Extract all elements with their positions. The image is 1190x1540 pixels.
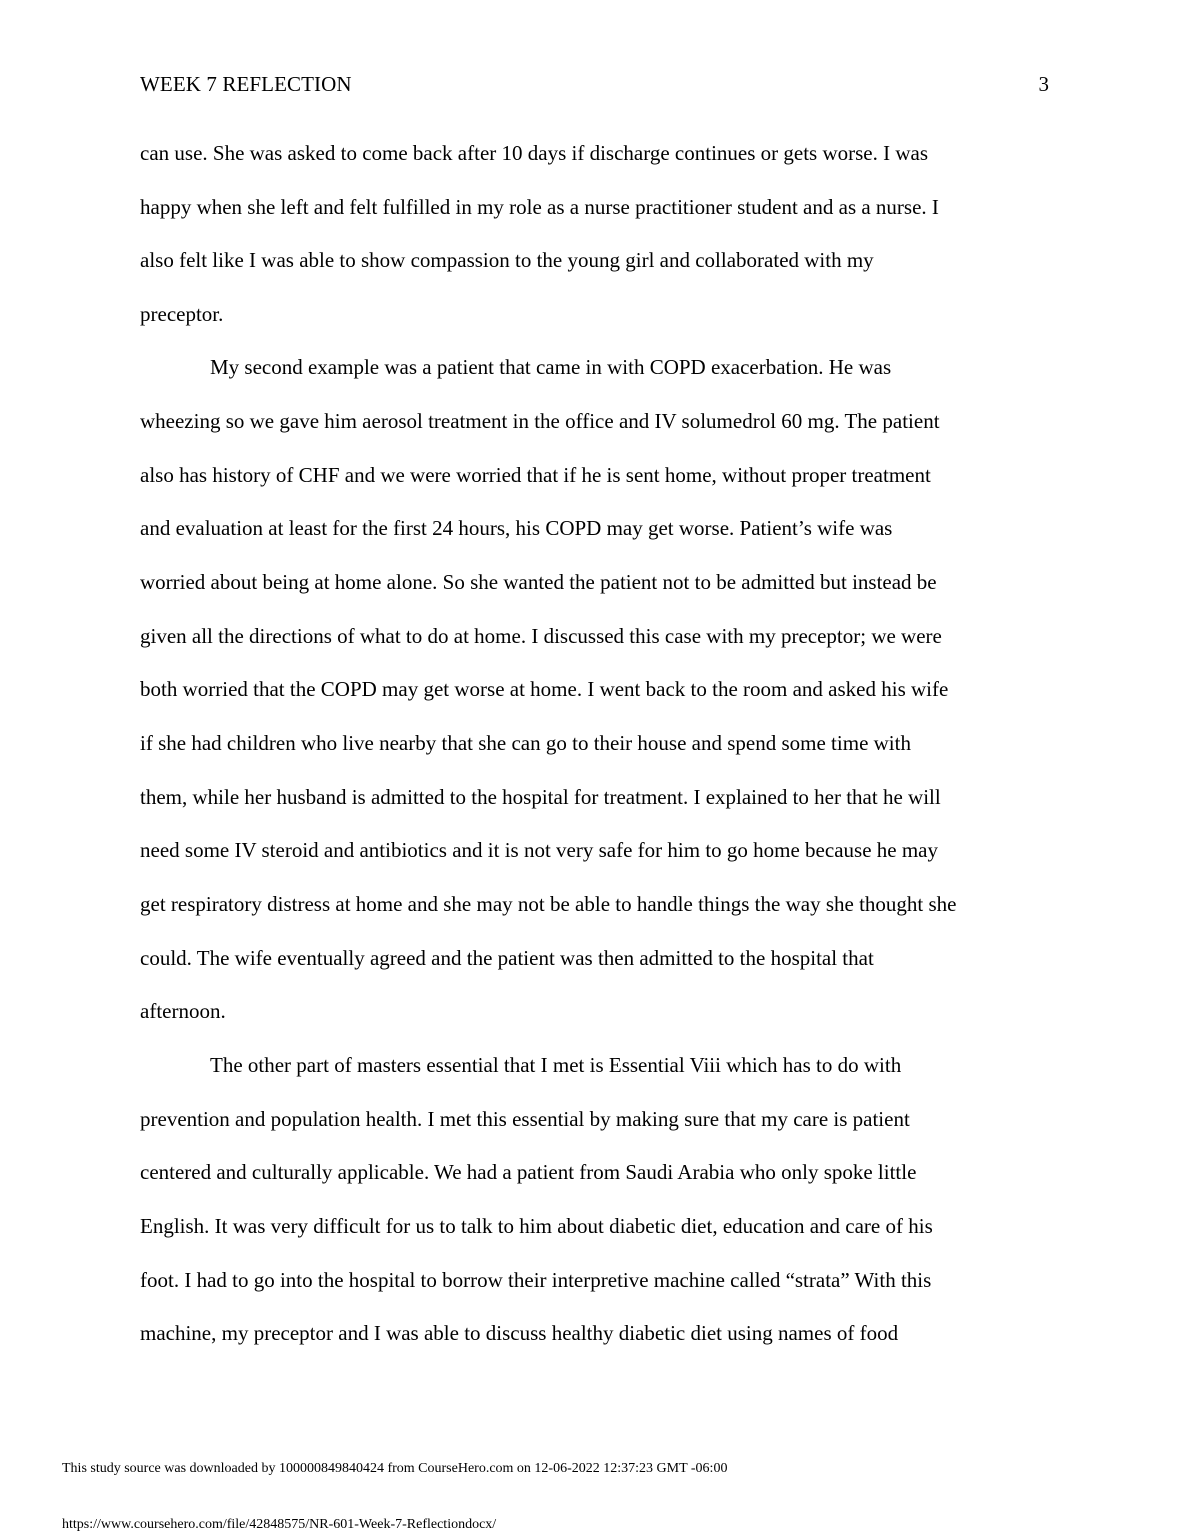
header-title: WEEK 7 REFLECTION [140, 72, 352, 96]
body-line: both worried that the COPD may get worse at home. I went back to the room and asked his wife [140, 677, 949, 701]
body-line: preceptor. [140, 302, 224, 326]
download-notice: This study source was downloaded by 100000849840424 from CourseHero.com on 12-06-2022 12:37:23 GMT -06:00 [62, 1461, 728, 1476]
body-line: also felt like I was able to show compassion to the young girl and collaborated with my [140, 248, 874, 272]
body-line: if she had children who live nearby that she can go to their house and spend some time with [140, 731, 911, 755]
paragraph-first-line: The other part of masters essential that I met is Essential Viii which has to do with [210, 1053, 902, 1077]
source-url[interactable]: https://www.coursehero.com/file/42848575/NR-601-Week-7-Reflectiondocx/ [62, 1517, 497, 1532]
body-line: worried about being at home alone. So she wanted the patient not to be admitted but instead be [140, 570, 937, 594]
paragraph-first-line: My second example was a patient that came in with COPD exacerbation. He was [210, 355, 892, 379]
body-line: and evaluation at least for the first 24 hours, his COPD may get worse. Patient’s wife was [140, 516, 893, 540]
body-line: prevention and population health. I met this essential by making sure that my care is patient [140, 1107, 910, 1131]
body-line: happy when she left and felt fulfilled in my role as a nurse practitioner student and as a nurse. I [140, 195, 939, 219]
body-line: English. It was very difficult for us to talk to him about diabetic diet, education and care of his [140, 1214, 933, 1238]
body-line: them, while her husband is admitted to the hospital for treatment. I explained to her that he will [140, 785, 941, 809]
body-line: machine, my preceptor and I was able to discuss healthy diabetic diet using names of food [140, 1321, 899, 1345]
page-number: 3 [1038, 72, 1049, 96]
body-line: given all the directions of what to do at home. I discussed this case with my preceptor; we were [140, 624, 942, 648]
body-line: foot. I had to go into the hospital to borrow their interpretive machine called “strata” With this [140, 1268, 932, 1292]
body-line: can use. She was asked to come back after 10 days if discharge continues or gets worse. I was [140, 141, 929, 165]
body-line: could. The wife eventually agreed and the patient was then admitted to the hospital that [140, 946, 874, 970]
body-line: get respiratory distress at home and she may not be able to handle things the way she thought she [140, 892, 957, 916]
body-line: also has history of CHF and we were worried that if he is sent home, without proper treatment [140, 463, 931, 487]
body-line: centered and culturally applicable. We had a patient from Saudi Arabia who only spoke little [140, 1160, 917, 1184]
body-line: need some IV steroid and antibiotics and it is not very safe for him to go home because he may [140, 838, 938, 862]
body-line: wheezing so we gave him aerosol treatment in the office and IV solumedrol 60 mg. The patient [140, 409, 940, 433]
body-line: afternoon. [140, 999, 226, 1023]
